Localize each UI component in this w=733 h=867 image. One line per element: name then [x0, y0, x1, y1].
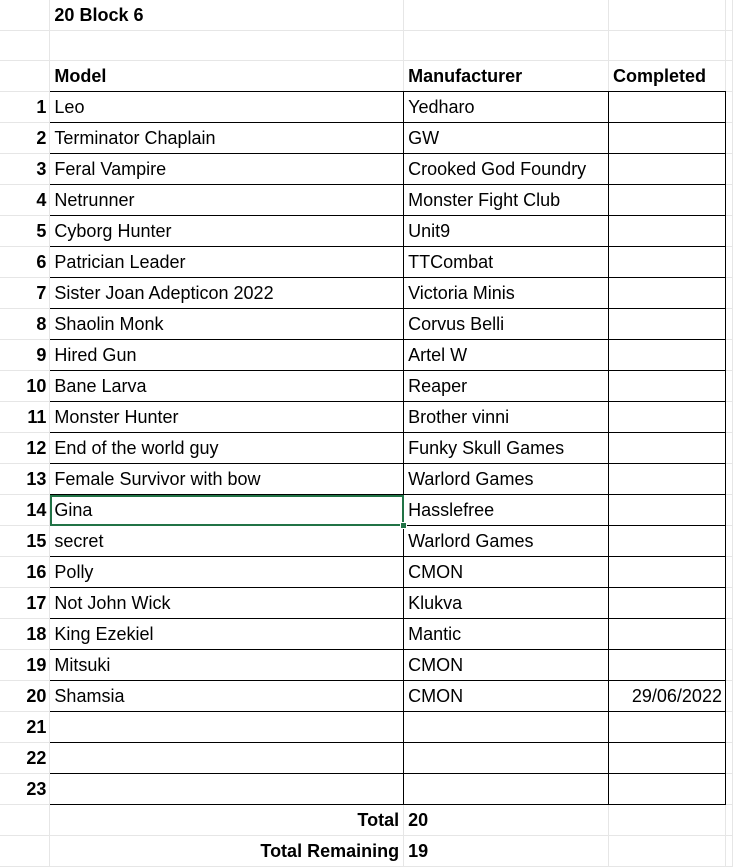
row-number-cell[interactable]: 16 [0, 557, 50, 588]
row-number-cell[interactable]: 11 [0, 402, 50, 433]
model-cell[interactable]: Leo [50, 92, 404, 123]
empty-cell[interactable] [725, 557, 732, 588]
model-cell[interactable]: Shamsia [50, 681, 404, 712]
completed-cell[interactable] [609, 495, 726, 526]
total-value[interactable]: 20 [404, 805, 609, 836]
manufacturer-cell[interactable]: CMON [404, 557, 609, 588]
empty-cell[interactable] [609, 805, 726, 836]
manufacturer-cell[interactable]: Artel W [404, 340, 609, 371]
row-number-cell[interactable]: 1 [0, 92, 50, 123]
model-cell[interactable]: Not John Wick [50, 588, 404, 619]
blank-row [0, 31, 733, 61]
model-cell[interactable] [50, 743, 404, 774]
row-number-cell[interactable]: 18 [0, 619, 50, 650]
sheet-title[interactable]: 20 Block 6 [50, 0, 404, 31]
table-row [0, 340, 733, 371]
header-manufacturer[interactable]: Manufacturer [404, 61, 609, 92]
remaining-value[interactable]: 19 [404, 836, 609, 867]
table-row [0, 495, 733, 526]
empty-cell[interactable] [725, 123, 732, 154]
completed-cell[interactable] [609, 464, 726, 495]
table-row [0, 712, 733, 743]
empty-cell[interactable] [725, 402, 732, 433]
manufacturer-cell[interactable] [404, 743, 609, 774]
model-cell[interactable] [50, 712, 404, 743]
row-number-cell[interactable]: 10 [0, 371, 50, 402]
row-number-cell[interactable]: 8 [0, 309, 50, 340]
row-number-cell[interactable]: 22 [0, 743, 50, 774]
table-row [0, 433, 733, 464]
completed-cell[interactable] [609, 123, 726, 154]
model-cell[interactable]: Monster Hunter [50, 402, 404, 433]
manufacturer-cell[interactable]: Warlord Games [404, 526, 609, 557]
table-row [0, 743, 733, 774]
empty-cell[interactable] [725, 433, 732, 464]
manufacturer-cell[interactable]: Mantic [404, 619, 609, 650]
model-cell[interactable]: Terminator Chaplain [50, 123, 404, 154]
table-row [0, 185, 733, 216]
table-row [0, 650, 733, 681]
row-number-cell[interactable]: 14 [0, 495, 50, 526]
row-number-cell[interactable]: 3 [0, 154, 50, 185]
table-row [0, 309, 733, 340]
manufacturer-cell[interactable]: Monster Fight Club [404, 185, 609, 216]
completed-cell[interactable] [609, 433, 726, 464]
empty-cell[interactable] [725, 61, 732, 92]
table-row [0, 526, 733, 557]
row-number-cell[interactable]: 9 [0, 340, 50, 371]
empty-cell[interactable] [0, 0, 50, 31]
model-cell[interactable]: Mitsuki [50, 650, 404, 681]
empty-cell[interactable] [725, 340, 732, 371]
empty-cell[interactable] [50, 31, 404, 61]
row-number-cell[interactable]: 19 [0, 650, 50, 681]
empty-cell[interactable] [725, 31, 732, 61]
empty-cell[interactable] [725, 588, 732, 619]
empty-cell[interactable] [725, 278, 732, 309]
manufacturer-cell[interactable]: Corvus Belli [404, 309, 609, 340]
table-row [0, 278, 733, 309]
table-row [0, 774, 733, 805]
table-row [0, 402, 733, 433]
empty-cell[interactable] [725, 650, 732, 681]
empty-cell[interactable] [725, 247, 732, 278]
empty-cell[interactable] [725, 309, 732, 340]
model-cell[interactable]: Bane Larva [50, 371, 404, 402]
table-row [0, 154, 733, 185]
empty-cell[interactable] [725, 526, 732, 557]
table-row [0, 247, 733, 278]
row-number-cell[interactable]: 13 [0, 464, 50, 495]
row-number-cell[interactable]: 7 [0, 278, 50, 309]
empty-cell[interactable] [609, 31, 726, 61]
manufacturer-cell[interactable]: Funky Skull Games [404, 433, 609, 464]
completed-cell[interactable] [609, 588, 726, 619]
model-cell[interactable] [50, 774, 404, 805]
completed-cell[interactable] [609, 712, 726, 743]
completed-cell[interactable] [609, 371, 726, 402]
empty-cell[interactable] [725, 774, 732, 805]
manufacturer-cell[interactable]: Crooked God Foundry [404, 154, 609, 185]
empty-cell[interactable] [404, 0, 609, 31]
completed-cell[interactable] [609, 743, 726, 774]
manufacturer-cell[interactable] [404, 712, 609, 743]
row-number-cell[interactable]: 5 [0, 216, 50, 247]
remaining-label[interactable]: Total Remaining [50, 836, 404, 867]
completed-cell[interactable] [609, 774, 726, 805]
empty-cell[interactable] [725, 185, 732, 216]
table-row [0, 123, 733, 154]
header-completed[interactable]: Completed [609, 61, 726, 92]
empty-cell[interactable] [0, 805, 50, 836]
empty-cell[interactable] [609, 836, 726, 867]
manufacturer-cell[interactable]: Warlord Games [404, 464, 609, 495]
completed-cell[interactable]: 29/06/2022 [609, 681, 726, 712]
manufacturer-cell[interactable]: Reaper [404, 371, 609, 402]
manufacturer-cell[interactable]: TTCombat [404, 247, 609, 278]
empty-cell[interactable] [725, 0, 732, 31]
completed-cell[interactable] [609, 185, 726, 216]
completed-cell[interactable] [609, 92, 726, 123]
empty-cell[interactable] [0, 61, 50, 92]
empty-cell[interactable] [725, 371, 732, 402]
row-number-cell[interactable]: 4 [0, 185, 50, 216]
model-cell[interactable]: Sister Joan Adepticon 2022 [50, 278, 404, 309]
completed-cell[interactable] [609, 154, 726, 185]
table-row [0, 464, 733, 495]
manufacturer-cell[interactable] [404, 774, 609, 805]
selected-model-cell[interactable]: Gina [50, 495, 404, 526]
row-number-cell[interactable]: 20 [0, 681, 50, 712]
row-number-cell[interactable]: 17 [0, 588, 50, 619]
row-number-cell[interactable]: 12 [0, 433, 50, 464]
table-row [0, 216, 733, 247]
empty-cell[interactable] [725, 92, 732, 123]
table-row [0, 681, 733, 712]
empty-cell[interactable] [725, 743, 732, 774]
row-number-cell[interactable]: 23 [0, 774, 50, 805]
empty-cell[interactable] [609, 0, 726, 31]
table-row [0, 557, 733, 588]
completed-cell[interactable] [609, 526, 726, 557]
manufacturer-cell[interactable]: Brother vinni [404, 402, 609, 433]
manufacturer-cell[interactable]: Yedharo [404, 92, 609, 123]
empty-cell[interactable] [404, 31, 609, 61]
completed-cell[interactable] [609, 557, 726, 588]
empty-cell[interactable] [0, 836, 50, 867]
completed-cell[interactable] [609, 216, 726, 247]
table-row [0, 92, 733, 123]
row-number-cell[interactable]: 2 [0, 123, 50, 154]
total-row [0, 805, 733, 836]
empty-cell[interactable] [725, 154, 732, 185]
row-number-cell[interactable]: 21 [0, 712, 50, 743]
table-row [0, 619, 733, 650]
completed-cell[interactable] [609, 619, 726, 650]
empty-cell[interactable] [725, 712, 732, 743]
model-cell[interactable]: Netrunner [50, 185, 404, 216]
table-row [0, 371, 733, 402]
manufacturer-cell[interactable]: CMON [404, 681, 609, 712]
model-cell[interactable]: Female Survivor with bow [50, 464, 404, 495]
empty-cell[interactable] [725, 805, 732, 836]
manufacturer-cell[interactable]: Unit9 [404, 216, 609, 247]
empty-cell[interactable] [725, 681, 732, 712]
manufacturer-cell[interactable]: Klukva [404, 588, 609, 619]
completed-cell[interactable] [609, 402, 726, 433]
title-row [0, 0, 733, 31]
model-cell[interactable]: secret [50, 526, 404, 557]
completed-cell[interactable] [609, 650, 726, 681]
remaining-row [0, 836, 733, 867]
empty-cell[interactable] [725, 836, 732, 867]
model-cell[interactable]: Cyborg Hunter [50, 216, 404, 247]
completed-cell[interactable] [609, 340, 726, 371]
model-cell[interactable]: Hired Gun [50, 340, 404, 371]
total-label[interactable]: Total [50, 805, 404, 836]
completed-cell[interactable] [609, 278, 726, 309]
empty-cell[interactable] [725, 619, 732, 650]
table-row [0, 588, 733, 619]
manufacturer-cell[interactable]: GW [404, 123, 609, 154]
model-cell[interactable]: Shaolin Monk [50, 309, 404, 340]
empty-cell[interactable] [0, 31, 50, 61]
manufacturer-cell[interactable]: CMON [404, 650, 609, 681]
completed-cell[interactable] [609, 309, 726, 340]
row-number-cell[interactable]: 6 [0, 247, 50, 278]
manufacturer-cell[interactable]: Hasslefree [404, 495, 609, 526]
completed-cell[interactable] [609, 247, 726, 278]
header-row [0, 61, 733, 92]
manufacturer-cell[interactable]: Victoria Minis [404, 278, 609, 309]
header-model[interactable]: Model [50, 61, 404, 92]
row-number-cell[interactable]: 15 [0, 526, 50, 557]
model-cell[interactable]: End of the world guy [50, 433, 404, 464]
model-cell[interactable]: King Ezekiel [50, 619, 404, 650]
model-cell[interactable]: Feral Vampire [50, 154, 404, 185]
model-cell[interactable]: Patrician Leader [50, 247, 404, 278]
empty-cell[interactable] [725, 495, 732, 526]
model-cell[interactable]: Polly [50, 557, 404, 588]
empty-cell[interactable] [725, 216, 732, 247]
empty-cell[interactable] [725, 464, 732, 495]
